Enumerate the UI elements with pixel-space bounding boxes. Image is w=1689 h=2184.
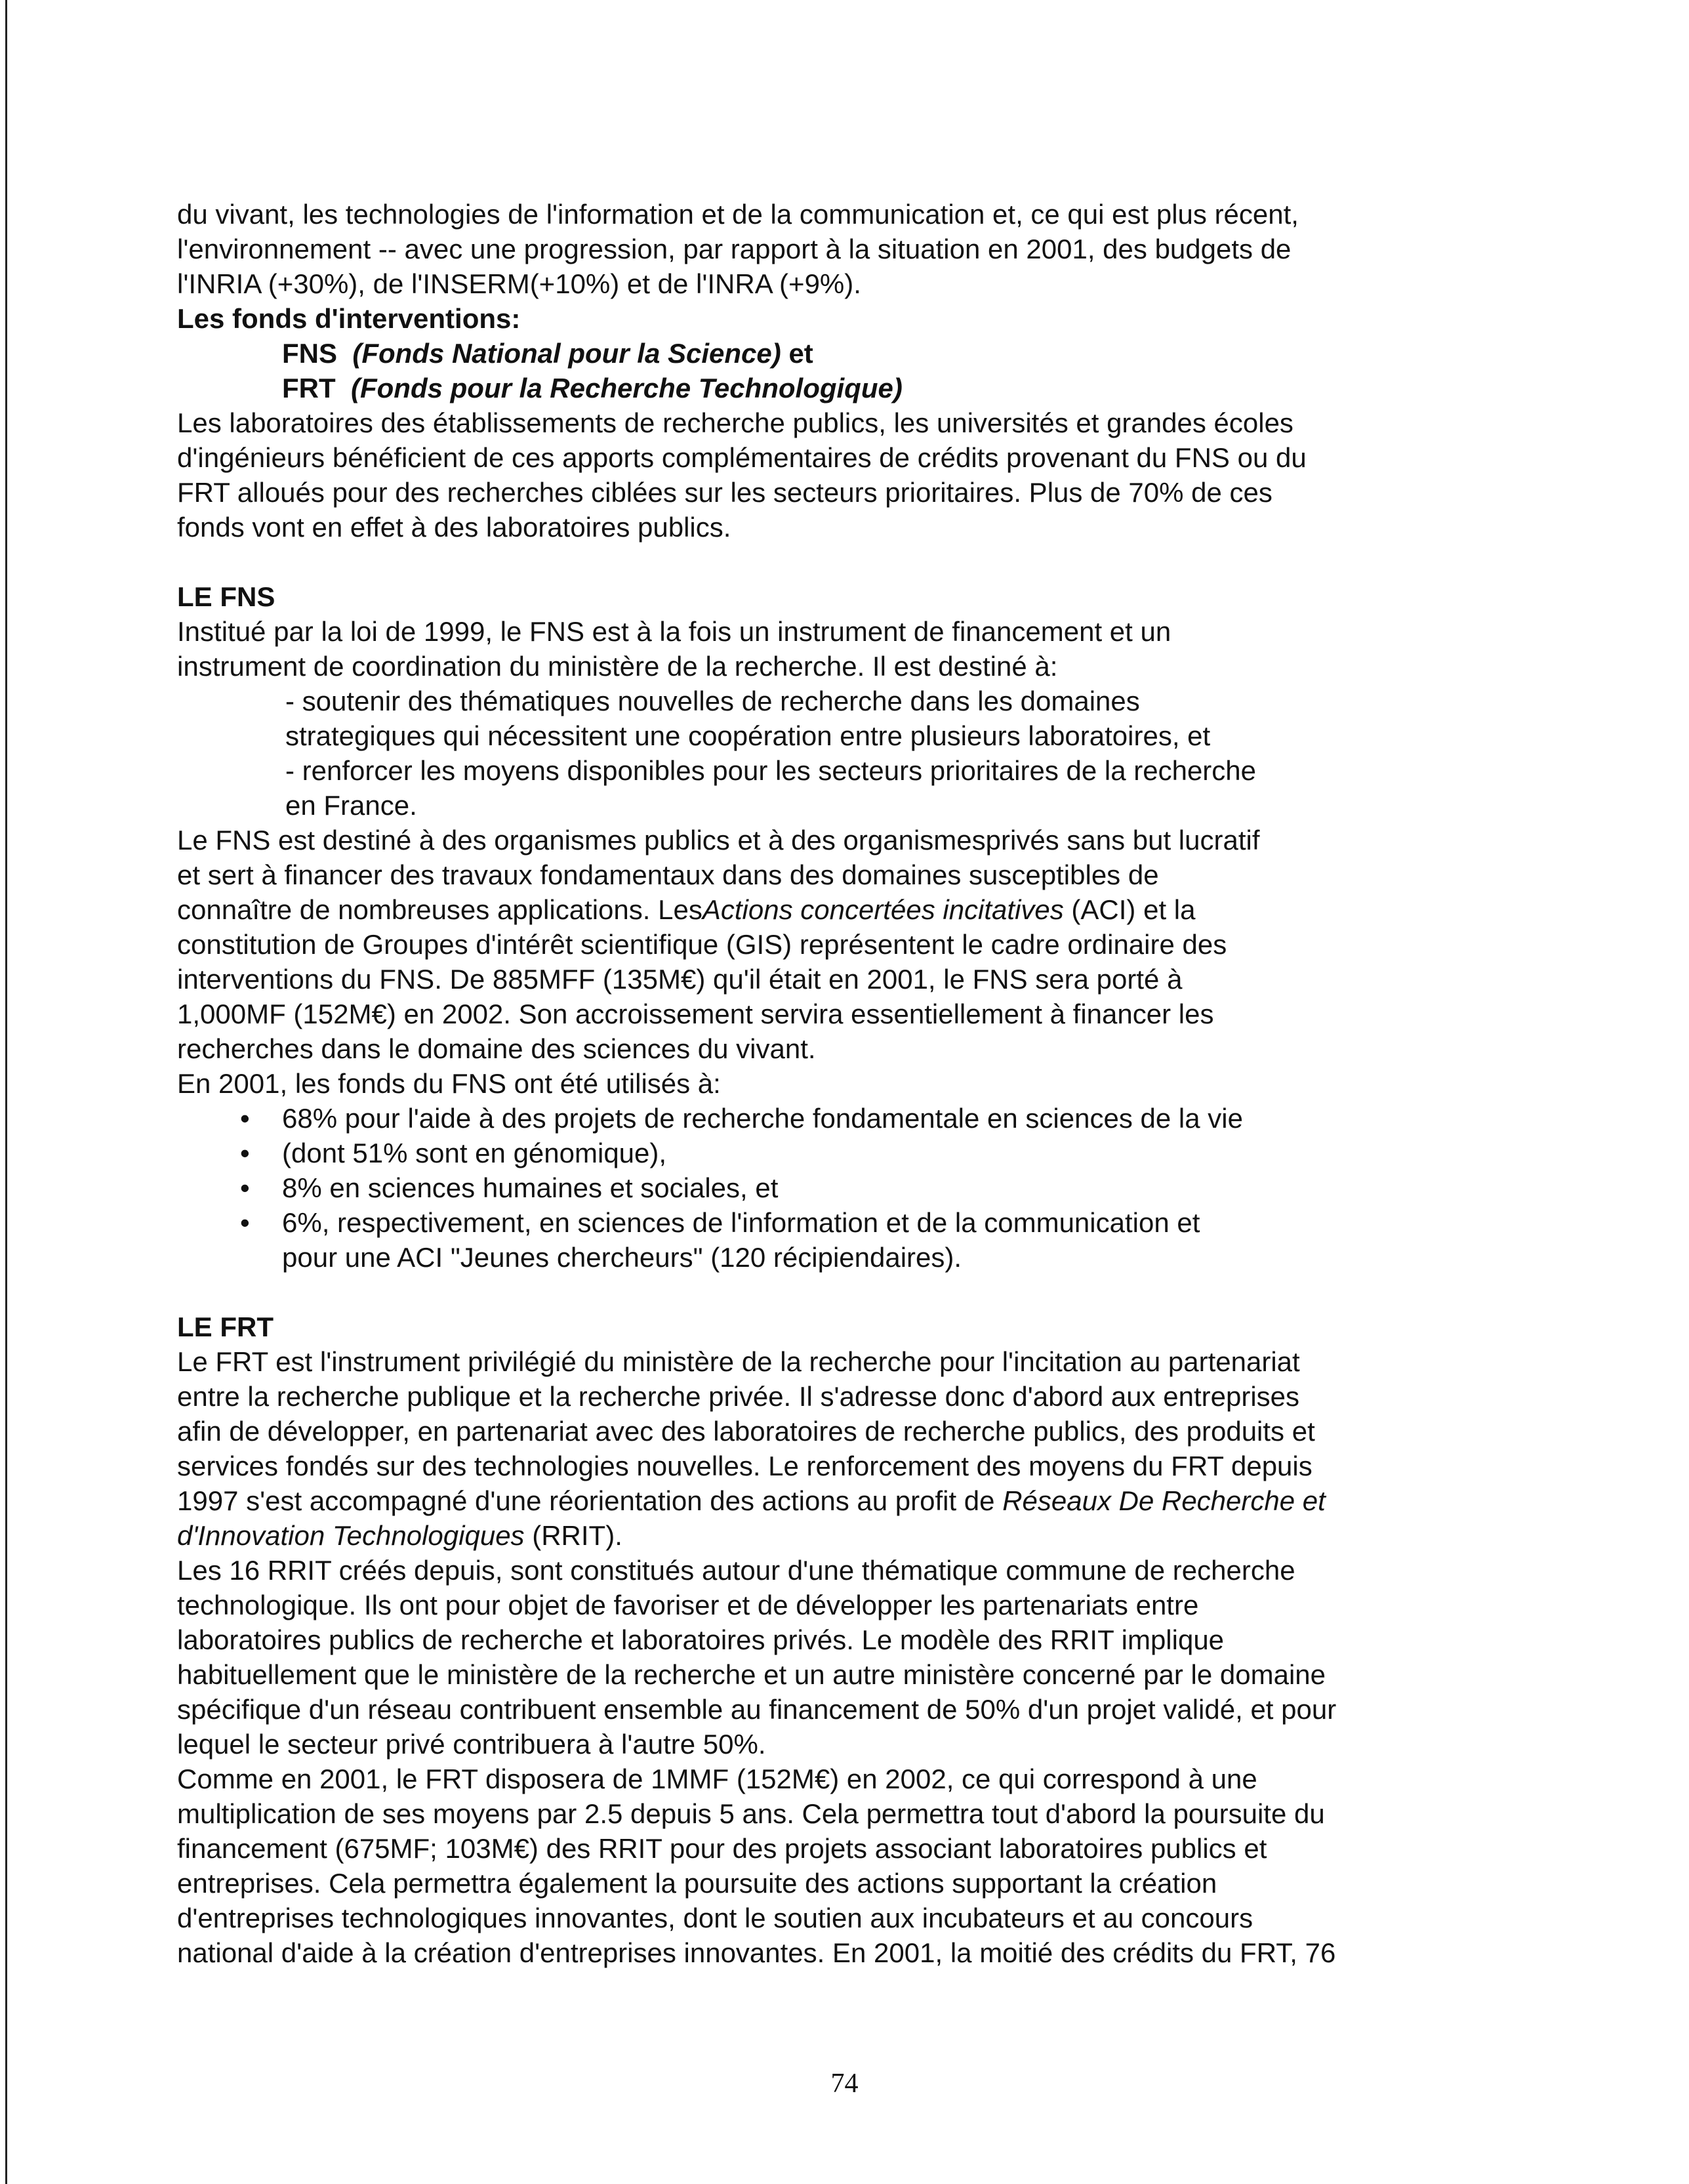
frt-full-name: (Fonds pour la Recherche Technologique) <box>351 373 903 403</box>
frt-body-line: spécifique d'un réseau contribuent ensemble au financement de 50% d'un projet validé, et pour <box>177 1694 1337 1725</box>
fns-goal-line: en France. <box>285 790 417 821</box>
fns-goal-line: - soutenir des thématiques nouvelles de recherche dans les domaines <box>285 686 1140 716</box>
spacer <box>177 545 1489 579</box>
fns-body-line: Le FNS est destiné à des organismes publics et à des organismesprivés sans but lucratif <box>177 825 1260 855</box>
frt-section-heading: LE FRT <box>177 1311 274 1342</box>
frt-body-text: 1997 s'est accompagné d'une réorientation des actions au profit de <box>177 1485 1003 1516</box>
frt-body-line: Comme en 2001, le FRT disposera de 1MMF (152M€) en 2002, ce qui correspond à une <box>177 1763 1257 1794</box>
fns-body-text: connaître de nombreuses applications. Les <box>177 894 702 925</box>
fns-body-line: recherches dans le domaine des sciences du vivant. <box>177 1033 816 1064</box>
bullet-text: 68% pour l'aide à des projets de recherche fondamentale en sciences de la vie <box>282 1103 1243 1134</box>
et-word: et <box>788 338 813 369</box>
frt-body-line: technologique. Ils ont pour objet de favoriser et de développer les partenariats entre <box>177 1590 1199 1620</box>
frt-body-line: services fondés sur des technologies nouvelles. Le renforcement des moyens du FRT depuis <box>177 1451 1313 1481</box>
funds-paragraph-line: FRT alloués pour des recherches ciblées sur les secteurs prioritaires. Plus de 70% de ces <box>177 477 1272 508</box>
frt-body-line: lequel le secteur privé contribuera à l'autre 50%. <box>177 1729 766 1760</box>
fns-goal-line: strategiques qui nécessitent une coopération entre plusieurs laboratoires, et <box>285 720 1211 751</box>
fns-section-heading: LE FNS <box>177 581 275 612</box>
funds-paragraph-line: d'ingénieurs bénéficient de ces apports complémentaires de crédits provenant du FNS ou du <box>177 442 1307 473</box>
frt-label: FRT <box>282 373 336 403</box>
frt-body-line: financement (675MF; 103M€) des RRIT pour des projets associant laboratoires publics et <box>177 1833 1267 1864</box>
fns-fund-line <box>177 336 1489 371</box>
fns-body-line <box>177 892 1489 927</box>
list-item <box>177 1170 1489 1205</box>
frt-body-line <box>177 1518 1489 1553</box>
frt-body-line: multiplication de ses moyens par 2.5 depuis 5 ans. Cela permettra tout d'abord la poursuite du <box>177 1798 1325 1829</box>
frt-body-text: (RRIT). <box>524 1520 622 1551</box>
list-item <box>177 1205 1489 1275</box>
frt-body-line: laboratoires publics de recherche et laboratoires privés. Le modèle des RRIT implique <box>177 1624 1225 1655</box>
fns-intro-line: Institué par la loi de 1999, le FNS est à la fois un instrument de financement et un <box>177 616 1171 647</box>
frt-body-line: Les 16 RRIT créés depuis, sont constitués autour d'une thématique commune de recherche <box>177 1555 1295 1586</box>
bullet-text: (dont 51% sont en génomique), <box>282 1138 667 1168</box>
scan-border-line <box>5 0 7 2184</box>
list-item <box>177 1136 1489 1170</box>
bullet-text: 6%, respectivement, en sciences de l'information et de la communication et <box>282 1207 1200 1238</box>
intro-line: du vivant, les technologies de l'information et de la communication et, ce qui est plus récent, <box>177 199 1299 230</box>
frt-body-line: afin de développer, en partenariat avec des laboratoires de recherche publics, des produits et <box>177 1416 1315 1447</box>
frt-fund-line <box>177 371 1489 405</box>
fns-goal-line: - renforcer les moyens disponibles pour les secteurs prioritaires de la recherche <box>285 755 1257 786</box>
bullet-continuation: pour une ACI "Jeunes chercheurs" (120 récipiendaires). <box>282 1242 962 1273</box>
frt-body-line: d'entreprises technologiques innovantes, dont le soutien aux incubateurs et au concours <box>177 1903 1253 1933</box>
frt-body-line: habituellement que le ministère de la recherche et un autre ministère concerné par le domaine <box>177 1659 1326 1690</box>
frt-body-line: Le FRT est l'instrument privilégié du ministère de la recherche pour l'incitation au partenariat <box>177 1346 1300 1377</box>
fns-intro-line: instrument de coordination du ministère de la recherche. Il est destiné à: <box>177 651 1058 682</box>
frt-body-line: national d'aide à la création d'entreprises innovantes. En 2001, la moitié des crédits du FRT, 76 <box>177 1937 1336 1968</box>
fns-body-line: constitution de Groupes d'intérêt scientifique (GIS) représentent le cadre ordinaire des <box>177 929 1227 960</box>
intro-line: l'environnement -- avec une progression, par rapport à la situation en 2001, des budgets de <box>177 234 1292 264</box>
fns-body-text: (ACI) et la <box>1063 894 1196 925</box>
rrit-term: d'Innovation Technologiques <box>177 1520 525 1551</box>
aci-term: Actions concertées incitatives <box>702 894 1064 925</box>
fns-full-name: (Fonds National pour la Science) <box>352 338 781 369</box>
intro-line: l'INRIA (+30%), de l'INSERM(+10%) et de l'INRA (+9%). <box>177 268 861 299</box>
document-page <box>177 197 1489 1970</box>
fns-body-line: interventions du FNS. De 885MFF (135M€) qu'il était en 2001, le FNS sera porté à <box>177 964 1183 995</box>
funds-heading: Les fonds d'interventions: <box>177 303 521 334</box>
fns-label: FNS <box>282 338 337 369</box>
fns-usage-list <box>177 1101 1489 1275</box>
rrit-term: Réseaux De Recherche et <box>1002 1485 1326 1516</box>
funds-paragraph-line: Les laboratoires des établissements de recherche publics, les universités et grandes écoles <box>177 407 1293 438</box>
page-number: 74 <box>830 2069 859 2099</box>
funds-paragraph-line: fonds vont en effet à des laboratoires publics. <box>177 512 731 543</box>
list-item <box>177 1101 1489 1136</box>
fns-body-line: 1,000MF (152M€) en 2002. Son accroissement servira essentiellement à financer les <box>177 999 1214 1029</box>
fns-usage-intro: En 2001, les fonds du FNS ont été utilisés à: <box>177 1068 721 1099</box>
spacer <box>177 1275 1489 1309</box>
frt-body-line: entreprises. Cela permettra également la poursuite des actions supportant la création <box>177 1868 1217 1899</box>
frt-body-line <box>177 1483 1489 1518</box>
fns-body-line: et sert à financer des travaux fondamentaux dans des domaines susceptibles de <box>177 859 1159 890</box>
bullet-text: 8% en sciences humaines et sociales, et <box>282 1172 779 1203</box>
frt-body-line: entre la recherche publique et la recherche privée. Il s'adresse donc d'abord aux entreprises <box>177 1381 1300 1412</box>
